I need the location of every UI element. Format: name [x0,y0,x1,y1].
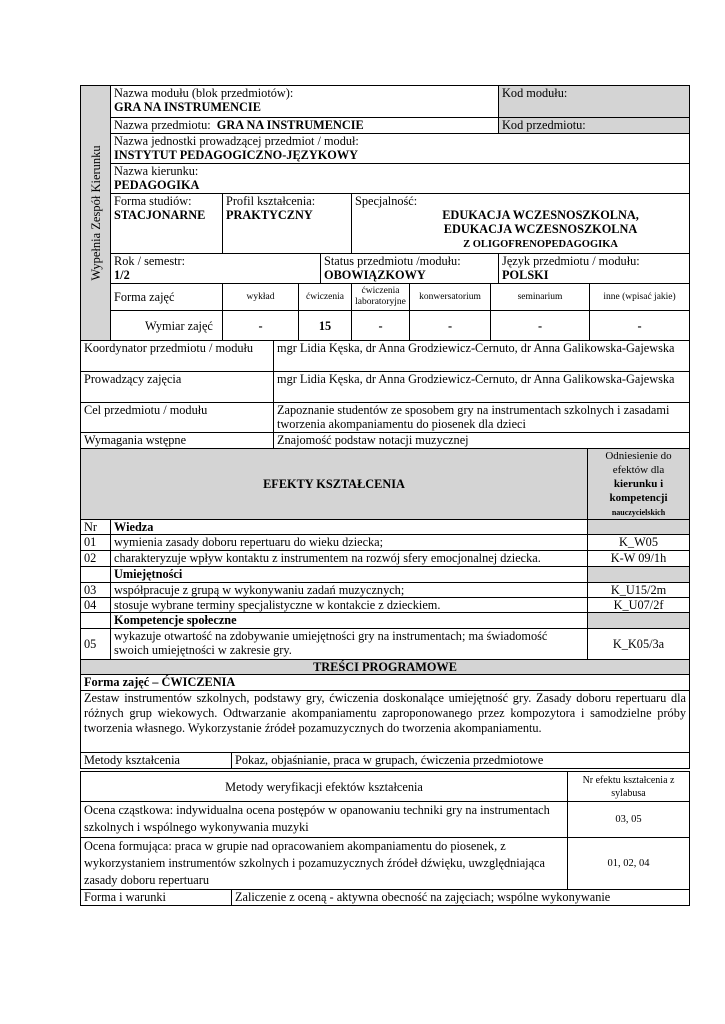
program-title: TREŚCI PROGRAMOWE [81,660,690,675]
hours-seminar: - [491,311,590,341]
hours-label: Wymiar zajęć [145,318,213,333]
syllabus-document [80,85,689,906]
profile: PRAKTYCZNY [226,208,313,222]
profile-cell [223,194,352,254]
year-label: Rok / semestr: [114,254,186,268]
coordinator-value: mgr Lidia Kęska, dr Anna Grodziewicz-Cernuto, dr Anna Galikowska-Gajewska [274,341,690,372]
profile-label: Profil kształcenia: [226,194,316,208]
verification-text: Ocena cząstkowa: indywidualna ocena postępów w opanowaniu techniki gry na instrumentach szkolnych i wspólnego wykonywania muzyki [81,802,568,838]
form-other: inne (wpisać jakie) [590,284,690,311]
status-label: Status przedmiotu /modułu: [324,254,461,268]
outcome-code: K_W05 [588,535,690,551]
language-cell [499,254,690,284]
form-seminar: seminarium [491,284,590,311]
info-table [80,340,690,449]
outcome-code: K_K05/3a [588,629,690,660]
unit-label: Nazwa jednostki prowadzącej przedmiot / moduł: [114,134,359,148]
hours-lecture: - [223,311,299,341]
study-form: STACJONARNE [114,208,206,222]
specialty-cell [352,194,690,254]
subject-name: GRA NA INSTRUMENCIE [216,118,364,132]
verification-text: Ocena formująca: praca w grupie nad opracowaniem akompaniamentu do piosenek, z wykorzystaniem instrumentów szkolnych i pozamuzycznych źródeł dźwięku, uwzględniająca zasady doboru repertuaru [81,838,568,890]
nr-empty [81,613,111,629]
outcome-code: K_U15/2m [588,583,690,598]
form-laboratory: ćwiczenia laboratoryjne [352,284,410,311]
forms-label: Forma zajęć [114,290,175,304]
form-exercises: ćwiczenia [299,284,352,311]
subject-cell [111,118,499,134]
skills-header-ref [588,567,690,583]
hours-label-cell [111,311,223,341]
outcomes-ref-header [588,449,690,520]
outcome-nr: 03 [81,583,111,598]
side-label: Wypełnia Zespół Kierunku [88,145,103,281]
ref-line-3: nauczycielskich [611,508,666,517]
outcomes-title: EFEKTY KSZTAŁCENIA [81,449,588,520]
outcome-text: stosuje wybrane terminy specjalistyczne w kontakcie z dzieckiem. [111,598,588,613]
year: 1/2 [114,268,130,282]
field-cell [111,164,690,194]
outcome-nr: 01 [81,535,111,551]
hours-exercises: 15 [299,311,352,341]
study-form-label: Forma studiów: [114,194,192,208]
specialty-line-3: Z OLIGOFRENOPEDAGOGIKA [463,239,618,250]
unit-cell [111,134,690,164]
competence-header: Kompetencje społeczne [111,613,588,629]
subject-code-cell [499,118,690,134]
unit-name: INSTYTUT PEDAGOGICZNO-JĘZYKOWY [114,148,359,162]
nr-empty [81,567,111,583]
forms-label-cell [111,284,223,311]
form-lecture: wykład [223,284,299,311]
module-table [80,85,690,341]
methods-label: Metody kształcenia [81,753,232,769]
goal-label: Cel przedmiotu / modułu [81,403,274,433]
field-label: Nazwa kierunku: [114,164,199,178]
verification-title: Metody weryfikacji efektów kształcenia [81,772,568,802]
specialty-line-2: EDUKACJA WCZESNOSZKOLNA [443,222,638,236]
outcomes-table [80,448,690,660]
outcome-code: K-W 09/1h [588,551,690,567]
study-form-cell [111,194,223,254]
conditions-value: Zaliczenie z oceną - aktywna obecność na zajęciach; wspólne wykonywanie [232,890,690,906]
methods-value: Pokaz, objaśnianie, praca w grupach, ćwiczenia przedmiotowe [232,753,690,769]
field-name: PEDAGOGIKA [114,178,200,192]
verification-nr: 01, 02, 04 [568,838,690,890]
hours-conversation: - [410,311,491,341]
side-label-cell [81,86,111,341]
hours-other: - [590,311,690,341]
program-form-title: Forma zajęć – ĆWICZENIA [81,675,690,691]
requirements-value: Znajomość podstaw notacji muzycznej [274,433,690,449]
teachers-label: Prowadzący zajęcia [81,372,274,403]
competence-header-ref [588,613,690,629]
outcome-text: charakteryzuje wpływ kontaktu z instrumentem na rozwój sfery emocjonalnej dziecka. [111,551,588,567]
status-cell [321,254,499,284]
verification-nr-header: Nr efektu kształcenia z sylabusa [568,772,690,802]
form-conversation: konwersatorium [410,284,491,311]
ref-line-2: kierunku i kompetencji [609,478,668,504]
knowledge-header: Wiedza [111,520,588,535]
subject-code-label: Kod przedmiotu: [502,118,586,132]
requirements-label: Wymagania wstępne [81,433,274,449]
module-code-cell [499,86,690,118]
outcome-text: wykazuje otwartość na zdobywanie umiejętności gry na instrumentach; ma świadomość swoich umiejętności w zakresie gry. [111,629,588,660]
program-content: Zestaw instrumentów szkolnych, podstawy gry, ćwiczenia doskonalące umiejętność gry. Zasady doboru repertuaru dla różnych grup wiekowych. Odtwarzanie akompaniamentu zaproponowanego przez kompozytora i samodzielne próby tworzenia własnego. Wykorzystanie źródeł pozamuzycznych do tworzenia akompaniamentu. [81,691,690,753]
outcome-code: K_U07/2f [588,598,690,613]
module-code-label: Kod modułu: [502,86,568,100]
verification-table [80,771,690,906]
verification-nr: 03, 05 [568,802,690,838]
language: POLSKI [502,268,549,282]
goal-value: Zapoznanie studentów ze sposobem gry na instrumentach szkolnych i zasadami tworzenia akompaniamentu do piosenek dla dzieci [274,403,690,433]
ref-line-1: Odniesienie do efektów dla [605,450,672,476]
specialty-label: Specjalność: [355,194,418,208]
outcome-text: współpracuje z grupą w wykonywaniu zadań muzycznych; [111,583,588,598]
specialty-line-1: EDUKACJA WCZESNOSZKOLNA, [442,208,639,222]
knowledge-header-ref [588,520,690,535]
status: OBOWIĄZKOWY [324,268,426,282]
year-cell [111,254,321,284]
module-name: GRA NA INSTRUMENCIE [114,100,261,114]
outcome-nr: 05 [81,629,111,660]
skills-header: Umiejętności [111,567,588,583]
nr-header: Nr [81,520,111,535]
teachers-value: mgr Lidia Kęska, dr Anna Grodziewicz-Cernuto, dr Anna Galikowska-Gajewska [274,372,690,403]
program-table [80,659,690,769]
outcome-nr: 02 [81,551,111,567]
coordinator-label: Koordynator przedmiotu / modułu [81,341,274,372]
module-name-label: Nazwa modułu (blok przedmiotów): [114,86,294,100]
module-name-cell [111,86,499,118]
hours-laboratory: - [352,311,410,341]
subject-label: Nazwa przedmiotu: [114,118,211,132]
outcome-text: wymienia zasady doboru repertuaru do wieku dziecka; [111,535,588,551]
language-label: Język przedmiotu / modułu: [502,254,640,268]
conditions-label: Forma i warunki [81,890,232,906]
outcome-nr: 04 [81,598,111,613]
